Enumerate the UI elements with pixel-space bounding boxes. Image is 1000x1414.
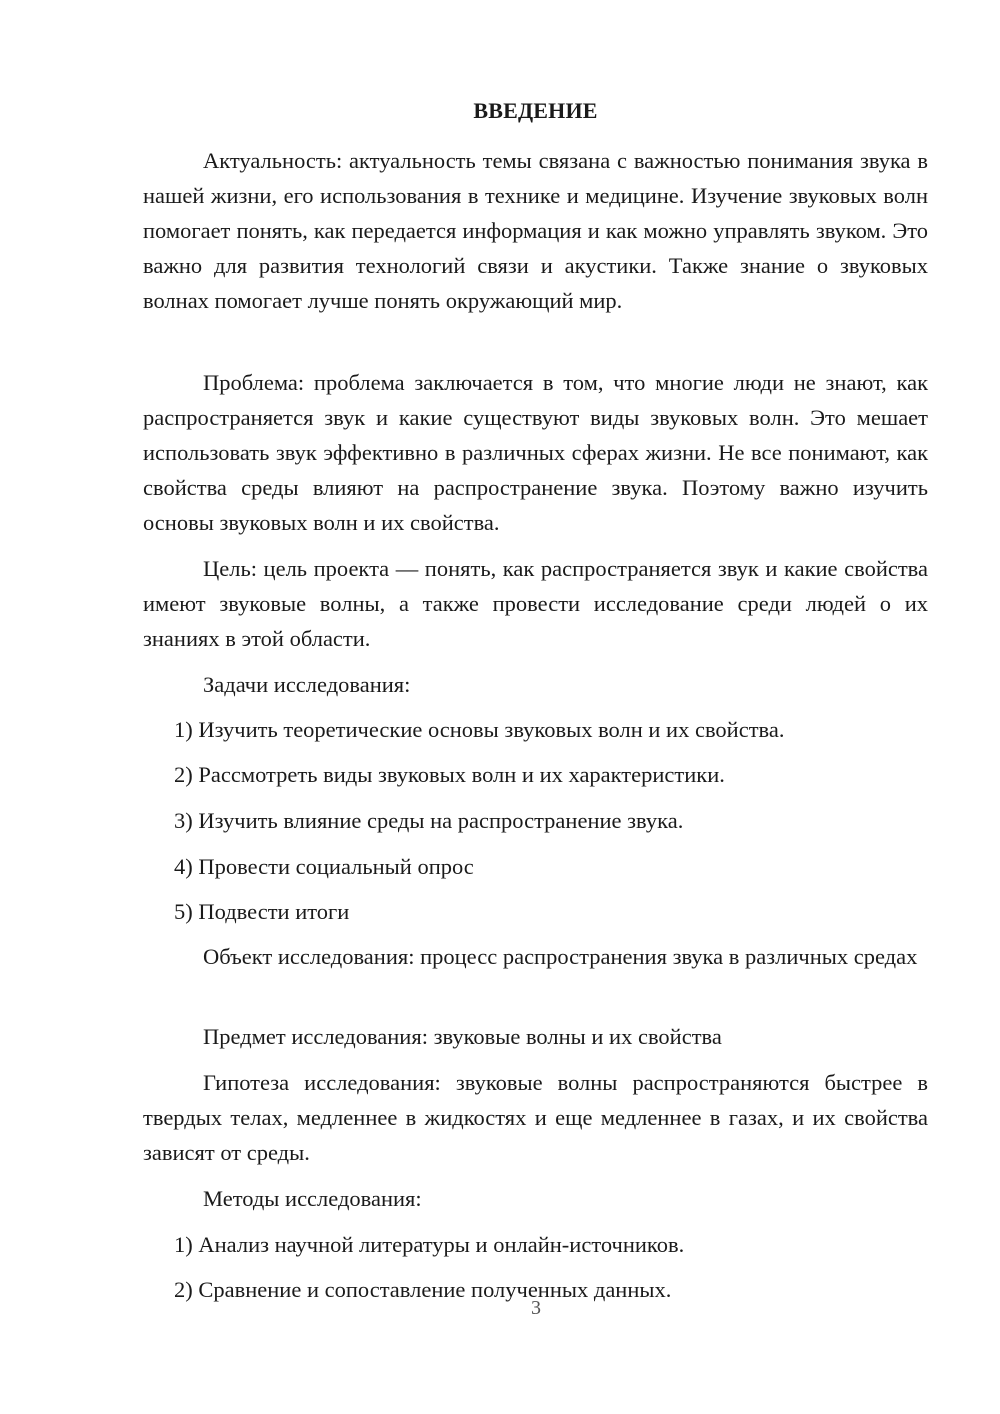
list-item-task-2: 2) Рассмотреть виды звуковых волн и их характеристики. xyxy=(174,762,725,787)
paragraph-subject: Предмет исследования: звуковые волны и их свойства xyxy=(203,1024,722,1049)
list-item-method-2: 2) Сравнение и сопоставление полученных данных. xyxy=(174,1277,672,1302)
paragraph-methods-title: Методы исследования: xyxy=(203,1186,422,1211)
paragraph-object: Объект исследования: процесс распространения звука в различных средах xyxy=(203,944,918,969)
paragraph-problem: Проблема: проблема заключается в том, что многие люди не знают, как распространяется звук и какие существуют виды звуковых волн. Это мешает использовать звук эффективно в различных сферах жизни. Не все понимают, как свойства среды влияют на распространение звука. Поэтому важно изучить основы звуковых волн и их свойства. xyxy=(143,370,928,535)
list-item-task-5: 5) Подвести итоги xyxy=(174,899,350,924)
list-item-task-4: 4) Провести социальный опрос xyxy=(174,854,474,879)
paragraph-hypothesis: Гипотеза исследования: звуковые волны распространяются быстрее в твердых телах, медленнее в жидкостях и еще медленнее в газах, и их свойства зависят от среды. xyxy=(143,1070,928,1165)
paragraph-relevance: Актуальность: актуальность темы связана с важностью понимания звука в нашей жизни, его использования в технике и медицине. Изучение звуковых волн помогает понять, как передается информация и как можно управлять звуком. Это важно для развития технологий связи и акустики. Также знание о звуковых волнах помогает лучше понять окружающий мир. xyxy=(143,148,928,313)
list-item-task-3: 3) Изучить влияние среды на распространение звука. xyxy=(174,808,684,833)
paragraph-tasks-title: Задачи исследования: xyxy=(203,672,411,697)
list-item-method-1: 1) Анализ научной литературы и онлайн-источников. xyxy=(174,1232,685,1257)
page-title: ВВЕДЕНИЕ xyxy=(473,98,598,123)
page-number: 3 xyxy=(531,1297,541,1319)
paragraph-goal: Цель: цель проекта — понять, как распространяется звук и какие свойства имеют звуковые волны, а также провести исследование среди людей о их знаниях в этой области. xyxy=(143,556,928,651)
list-item-task-1: 1) Изучить теоретические основы звуковых волн и их свойства. xyxy=(174,717,785,742)
